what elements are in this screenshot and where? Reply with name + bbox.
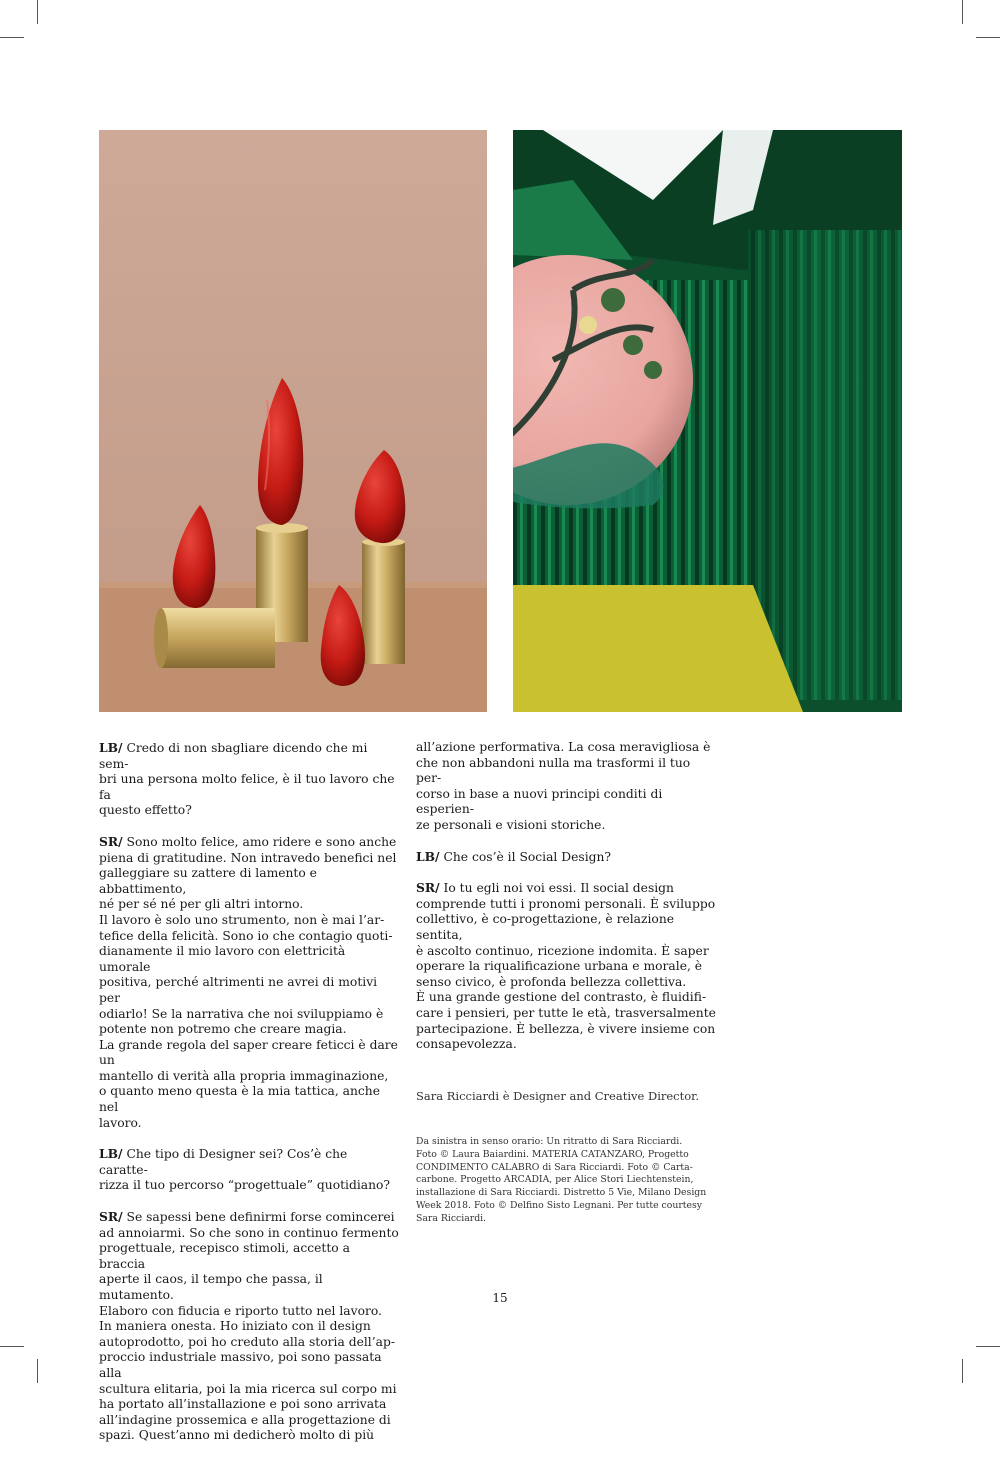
line-text: care i pensieri, per tutte le età, trasversalmente [416, 1005, 716, 1020]
line-text: ad annoiarmi. So che sono in continuo fermento [99, 1225, 399, 1240]
text-line [416, 849, 716, 866]
text-line [99, 772, 399, 803]
line-text: odiarlo! Se la narrativa che noi sviluppiamo è [99, 1006, 384, 1021]
line-text: proccio industriale massivo, poi sono passata alla [99, 1350, 382, 1380]
interview-paragraph [416, 849, 716, 866]
peppers-illustration [99, 130, 487, 712]
line-text: all’indagine prossemica e alla progettazione di [99, 1412, 391, 1427]
interview-paragraph [99, 834, 399, 1131]
line-text: scultura elitaria, poi la mia ricerca sul corpo mi [99, 1381, 397, 1396]
line-text: o quanto meno questa è la mia tattica, anche nel [99, 1084, 380, 1115]
text-line [416, 787, 716, 818]
text-line [99, 975, 399, 1006]
article-column-right [416, 740, 716, 1225]
text-line [99, 1084, 399, 1115]
caption-line: Da sinistra in senso orario: Un ritratto di Sara Ricciardi. [416, 1136, 683, 1148]
line-text: Io tu egli noi voi essi. Il social design [443, 881, 674, 896]
line-text: che non abbandoni nulla ma trasformi il tuo per- [416, 755, 691, 786]
line-text: bri una persona molto felice, è il tuo lavoro che fa [99, 772, 395, 802]
text-line [99, 1413, 399, 1429]
photo-captions [416, 1136, 716, 1225]
crop-mark [976, 37, 1000, 38]
text-line [99, 1226, 399, 1242]
line-text: Il lavoro è solo uno strumento, non è mai l’ar- [99, 912, 385, 927]
caption-line: Foto © Laura Baiardini. MATERIA CATANZARO, Progetto [416, 1148, 689, 1160]
text-line [99, 1178, 399, 1194]
text-line [99, 1382, 399, 1398]
speaker-tag: LB/ [416, 848, 440, 864]
installation-illustration [513, 130, 902, 712]
line-text: operare la riqualificazione urbana e morale, è [416, 959, 703, 974]
line-text: aperte il caos, il tempo che passa, il mutamento. [99, 1272, 323, 1302]
photo-peppers-on-brass [99, 130, 487, 712]
text-line [416, 897, 716, 913]
brass-cylinder [362, 542, 405, 664]
text-line [99, 803, 399, 819]
line-text: Che cos’è il Social Design? [443, 849, 612, 864]
line-text: tefice della felicità. Sono io che contagio quoti- [99, 928, 393, 943]
text-line [99, 866, 399, 897]
line-text: è ascolto continuo, ricezione indomita. È saper [416, 943, 709, 958]
line-text: potente non potremo che creare magia. [99, 1022, 347, 1037]
text-line [416, 959, 716, 975]
caption-line: Sara Ricciardi. [416, 1212, 487, 1224]
interview-paragraph [99, 740, 399, 819]
line-text: progettuale, recepisco stimoli, accetto a braccia [99, 1241, 350, 1271]
line-text: Credo di non sbagliare dicendo che mi sem- [99, 741, 368, 771]
text-line [99, 1038, 399, 1069]
crop-mark [37, 1359, 38, 1383]
text-line [416, 880, 716, 897]
interview-paragraph [99, 1209, 399, 1444]
text-line [99, 1335, 399, 1351]
interview-paragraph [99, 1146, 399, 1194]
text-line [416, 1022, 716, 1038]
speaker-tag: SR/ [99, 833, 123, 849]
yellow-floor [513, 585, 803, 712]
interview-paragraph [416, 740, 716, 834]
text-line [99, 1428, 399, 1444]
line-text: La grande regola del saper creare feticci è dare un [99, 1037, 398, 1068]
line-text: collettivo, è co-progettazione, è relazione sentita, [416, 912, 675, 942]
line-text: all’azione performativa. La cosa meravigliosa è [416, 740, 711, 754]
text-line [99, 1241, 399, 1272]
line-text: Elaboro con fiducia e riporto tutto nel lavoro. [99, 1303, 382, 1318]
text-line [99, 851, 399, 867]
caption-line: carbone. Progetto ARCADIA, per Alice Stori Liechtenstein, [416, 1174, 694, 1186]
speaker-tag: SR/ [99, 1209, 123, 1225]
article-column-left [99, 740, 399, 1459]
crop-mark [976, 1346, 1000, 1347]
text-line [416, 740, 716, 756]
line-text: È una grande gestione del contrasto, è fluidifi- [416, 990, 707, 1005]
page-number: 15 [492, 1291, 508, 1305]
line-text: galleggiare su zattere di lamento e abbattimento, [99, 866, 317, 896]
line-text: mantello di verità alla propria immaginazione, [99, 1068, 389, 1083]
text-line [99, 1022, 399, 1038]
text-line [416, 912, 716, 943]
speaker-tag: SR/ [416, 880, 440, 896]
line-text: positiva, perché altrimenti ne avrei di motivi per [99, 975, 378, 1005]
speaker-tag: LB/ [99, 740, 123, 755]
speaker-tag: LB/ [99, 1146, 123, 1162]
line-text: senso civico, è profonda bellezza collettiva. [416, 974, 687, 989]
brass-cylinder [161, 608, 275, 668]
line-text: dianamente il mio lavoro con elettricità umorale [99, 944, 346, 974]
line-text: lavoro. [99, 1115, 142, 1130]
text-line [99, 1397, 399, 1413]
text-line [99, 1209, 399, 1226]
text-line [99, 1069, 399, 1085]
text-line [99, 897, 399, 913]
caption-line: installazione di Sara Ricciardi. Distretto 5 Vie, Milano Design [416, 1187, 707, 1199]
text-line [99, 1319, 399, 1335]
line-text: piena di gratitudine. Non intravedo benefici nel [99, 850, 397, 865]
line-text: spazi. Quest’anno mi dedicherò molto di più [99, 1428, 375, 1443]
line-text: In maniera onesta. Ho iniziato con il design [99, 1319, 371, 1334]
line-text: Sono molto felice, amo ridere e sono anche [126, 834, 397, 849]
text-line [416, 944, 716, 960]
crop-mark [0, 1346, 24, 1347]
text-line [99, 944, 399, 975]
text-line [99, 740, 399, 772]
text-line [99, 1116, 399, 1132]
interview-paragraph [416, 880, 716, 1053]
crop-mark [962, 1359, 963, 1383]
line-text: autoprodotto, poi ho creduto alla storia dell’ap- [99, 1334, 395, 1349]
line-text: Se sapessi bene definirmi forse comincerei [126, 1210, 395, 1225]
caption-line: Week 2018. Foto © Delfino Sisto Legnani. Per tutte courtesy [416, 1199, 703, 1211]
caption-line: CONDIMENTO CALABRO di Sara Ricciardi. Foto © Carta- [416, 1161, 693, 1173]
text-line [416, 818, 716, 834]
line-text: ha portato all’installazione e poi sono arrivata [99, 1397, 387, 1412]
text-line [416, 975, 716, 991]
line-text: partecipazione. È bellezza, è vivere insieme con [416, 1021, 716, 1036]
text-line [416, 1037, 716, 1053]
crop-mark [37, 0, 38, 24]
text-line [416, 756, 716, 787]
text-line [99, 929, 399, 945]
line-text: consapevolezza. [416, 1037, 517, 1052]
text-line [99, 1350, 399, 1381]
line-text: rizza il tuo percorso “progettuale” quotidiano? [99, 1178, 391, 1193]
text-line [416, 990, 716, 1006]
text-line [99, 913, 399, 929]
text-line [416, 1006, 716, 1022]
line-text: corso in base a nuovi principi conditi di esperien- [416, 786, 663, 817]
crop-mark [962, 0, 963, 24]
crop-mark [0, 37, 24, 38]
author-credit: Sara Ricciardi è Designer and Creative Director. [416, 1088, 700, 1103]
text-line [99, 1007, 399, 1023]
line-text: ze personali e visioni storiche. [416, 817, 606, 832]
line-text: comprende tutti i pronomi personali. È sviluppo [416, 896, 716, 911]
line-text: questo effetto? [99, 803, 192, 818]
line-text: né per sé né per gli altri intorno. [99, 897, 304, 912]
text-line [99, 1146, 399, 1178]
text-line [99, 1304, 399, 1320]
photo-arcadia-installation [513, 130, 902, 712]
line-text: Che tipo di Designer sei? Cos’è che caratte- [99, 1147, 348, 1177]
text-line [99, 834, 399, 851]
